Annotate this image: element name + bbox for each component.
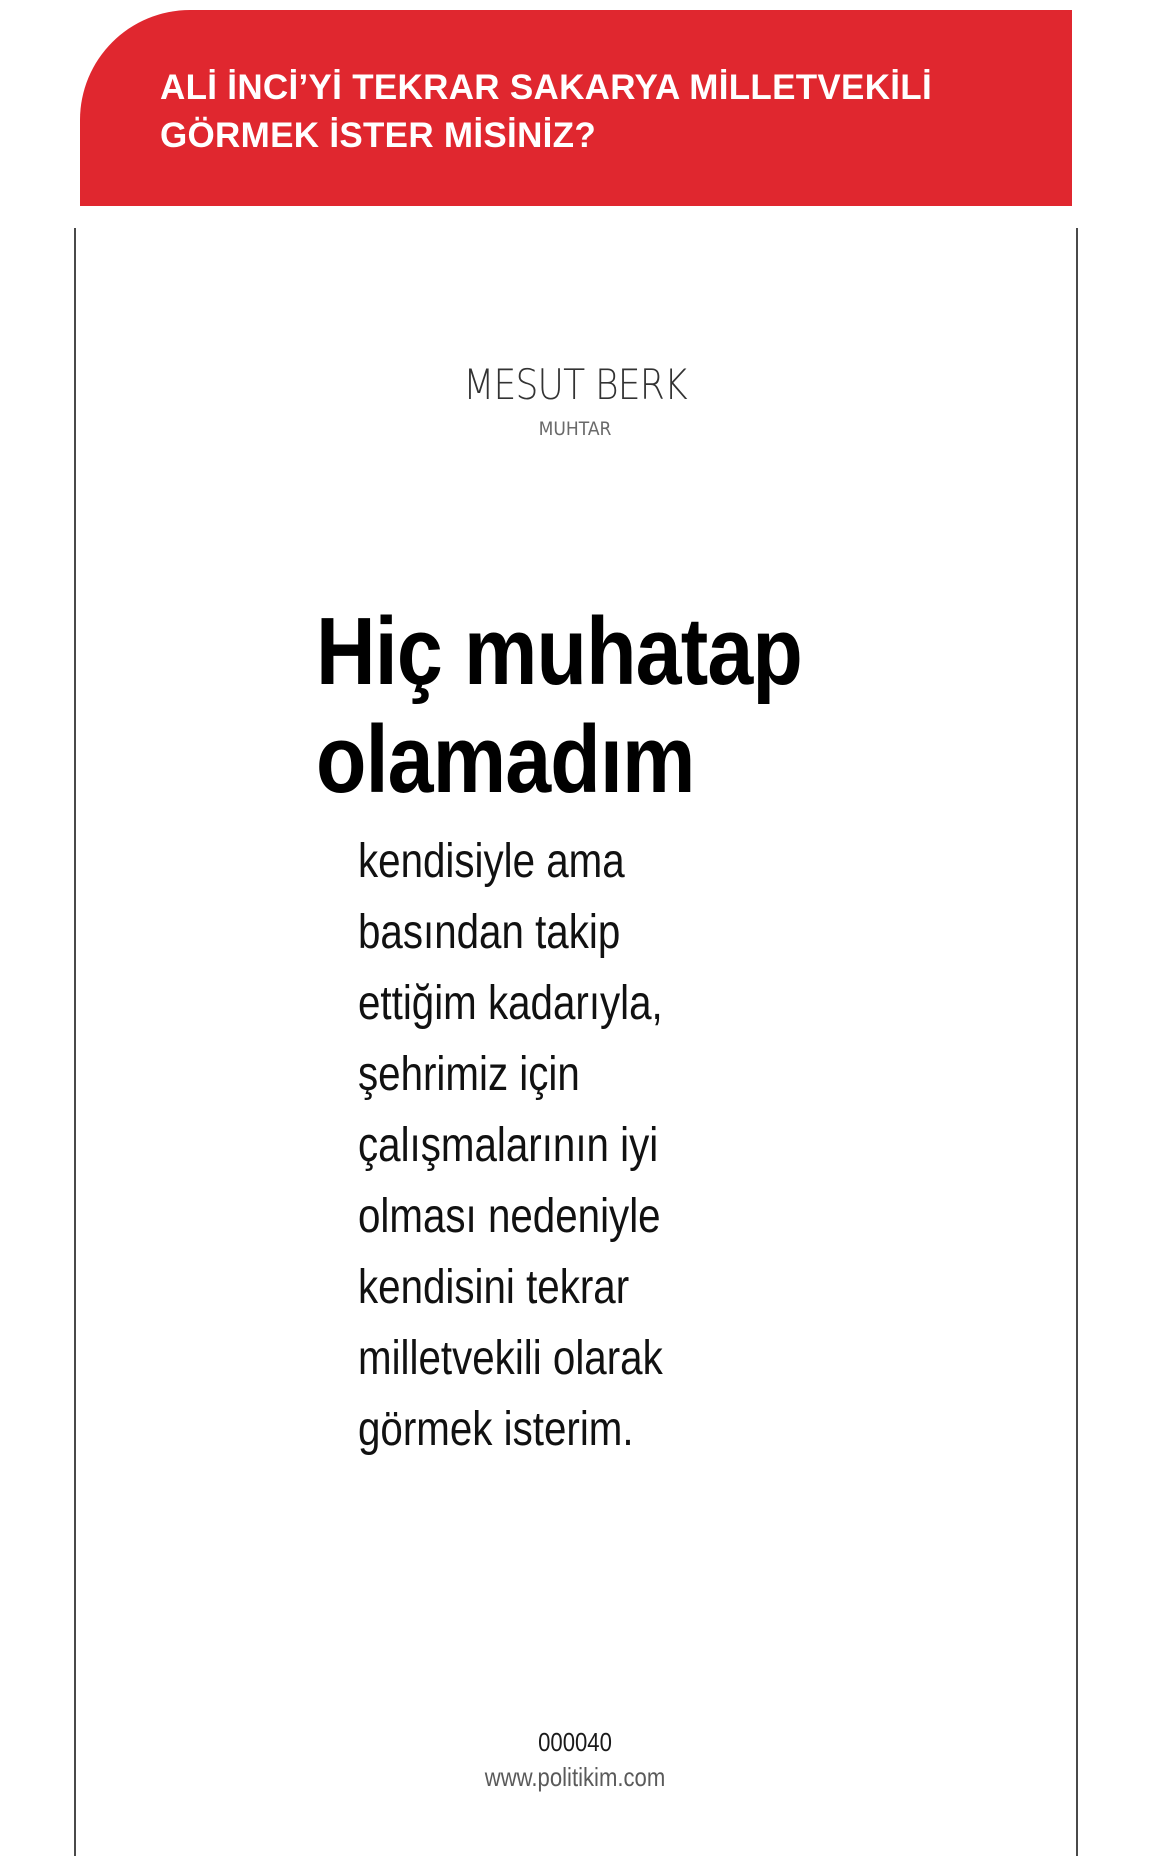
quote-line: olması nedeniyle	[358, 1190, 661, 1243]
footer-url: www.politikim.com	[484, 1762, 666, 1792]
person-title: MUHTAR	[538, 418, 612, 440]
quote-line: ettiğim kadarıyla,	[358, 977, 663, 1030]
banner-title-line-1: ALİ İNCİ’Yİ TEKRAR SAKARYA MİLLETVEKİLİ	[160, 68, 933, 107]
headline-line-1: Hiç muhatap	[316, 598, 802, 705]
banner-title	[160, 64, 1020, 160]
quote-line: şehrimiz için	[358, 1048, 580, 1101]
quote-line: kendisiyle ama	[358, 835, 625, 888]
quote-text	[358, 826, 694, 1465]
headline	[316, 598, 849, 814]
quote-line: kendisini tekrar	[358, 1261, 630, 1314]
quote-line: görmek isterim.	[358, 1403, 634, 1456]
right-border-line	[1076, 228, 1078, 1856]
quote-line: milletvekili olarak	[358, 1332, 663, 1385]
footer-code: 000040	[538, 1727, 612, 1757]
header-banner	[80, 10, 1072, 206]
person-name: MESUT BERK	[463, 360, 687, 409]
left-border-line	[74, 228, 76, 1856]
banner-title-line-2: GÖRMEK İSTER MİSİNİZ?	[160, 116, 597, 155]
quote-line: çalışmalarının iyi	[358, 1119, 659, 1172]
headline-line-2: olamadım	[316, 706, 695, 813]
quote-line: basından takip	[358, 906, 621, 959]
